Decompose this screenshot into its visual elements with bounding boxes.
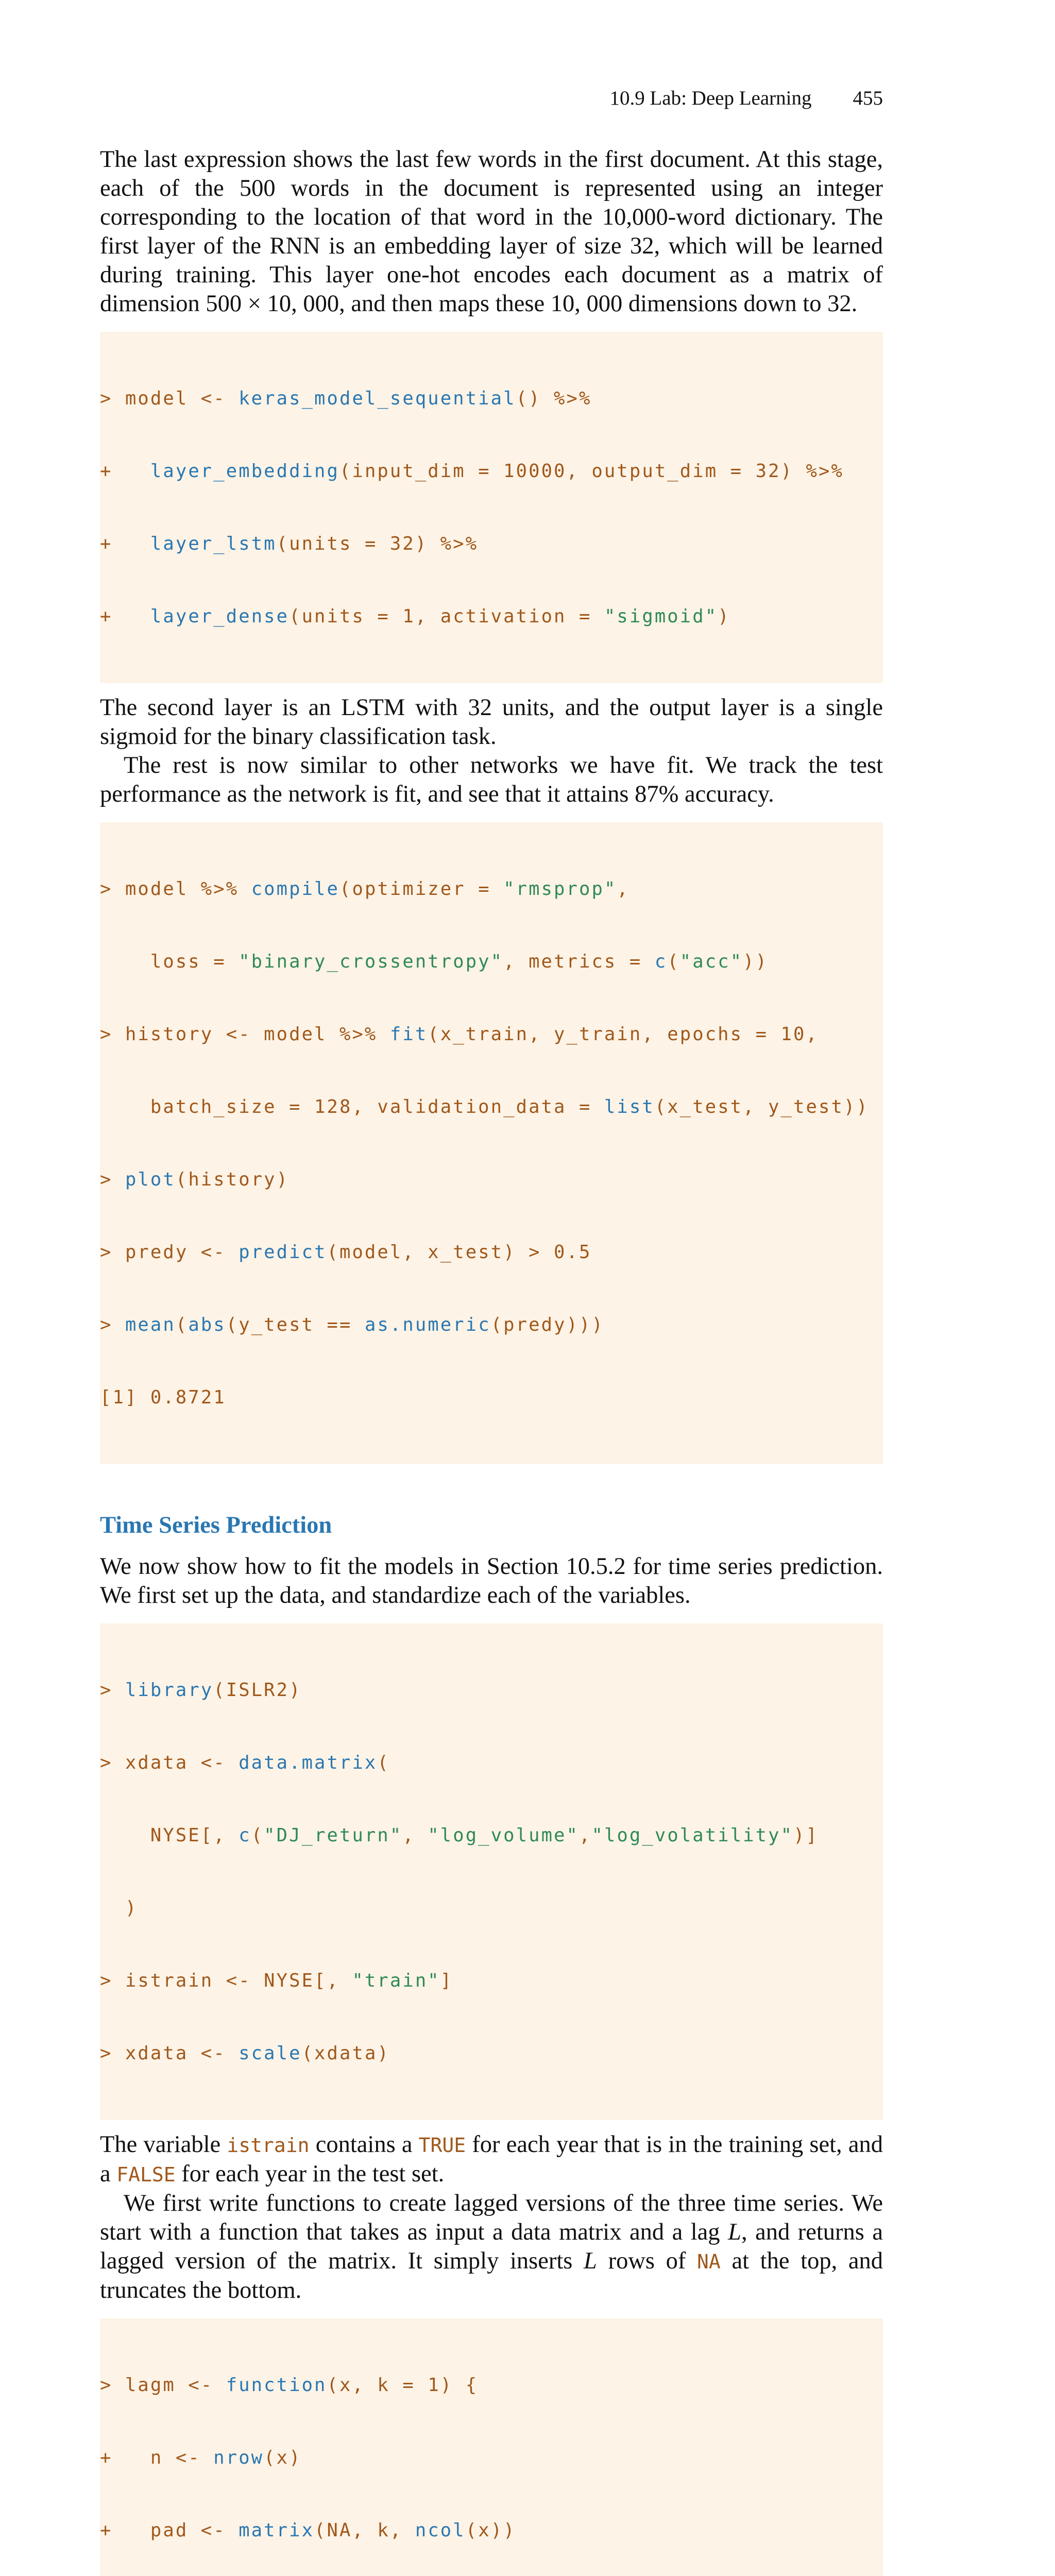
code-line: > lagm <- function(x, k = 1) { [100,2375,479,2396]
code-line: + layer_dense(units = 1, activation = "sigmoid") [100,606,730,627]
code-line: > plot(history) [100,1169,290,1190]
code-line: NYSE[, c("DJ_return", "log_volume","log_volatility")] [100,1825,819,1846]
code-line: > xdata <- scale(xdata) [100,2043,390,2064]
paragraph-embedding-intro: The last expression shows the last few words in the first document. At this stage, each of the 500 words in the document is represented using an integer corresponding to the location of that word in the 10,000-word dictionary. The first layer of the RNN is an embedding layer of size 32, which will be learned during training. This layer one-hot encodes each document as a matrix of dimension 500 × 10, 000, and then maps these 10, 000 dimensions down to 32. [100,146,883,317]
code-line: > history <- model %>% fit(x_train, y_train, epochs = 10, [100,1024,819,1045]
code-line: loss = "binary_crossentropy", metrics = c("acc")) [100,951,769,972]
code-line: ) [100,1897,138,1919]
inline-code-false: FALSE [116,2163,176,2186]
code-line: + pad <- matrix(NA, k, ncol(x)) [100,2520,516,2541]
inline-code-true: TRUE [418,2134,466,2157]
code-line: + n <- nrow(x) [100,2447,302,2468]
code-output-line: [1] 0.8721 [100,1387,226,1408]
code-line: batch_size = 128, validation_data = list(x_test, y_test)) [100,1096,869,1117]
code-line: + layer_embedding(input_dim = 10000, output_dim = 32) %>% [100,461,844,482]
paragraph-lstm-layer: The second layer is an LSTM with 32 units, and the output layer is a single sigmoid for the binary classification task. [100,694,883,750]
code-line: > mean(abs(y_test == as.numeric(predy))) [100,1314,604,1335]
inline-code-na: NA [697,2250,721,2273]
page-number: 455 [853,87,883,109]
running-header [100,87,883,110]
code-block-data-setup [100,1623,883,2120]
code-line: > library(ISLR2) [100,1680,302,1701]
code-line: > model <- keras_model_sequential() %>% [100,388,592,409]
section-title: Time Series Prediction [100,1512,332,1538]
paragraph-lag-functions: We first write functions to create lagged versions of the three time series. We start with a function that takes as input a data matrix and a lag L, and returns a lagged version of the matrix. It simply inserts L rows of NA at the top, and truncates the bottom. [100,2190,883,2303]
code-line: > xdata <- data.matrix( [100,1752,390,1773]
paragraph-time-series-intro: We now show how to fit the models in Section 10.5.2 for time series prediction. We first set up the data, and standardize each of the variables. [100,1553,883,1608]
paragraph-istrain: The variable istrain contains a TRUE for each year that is in the training set, and a FALSE for each year in the test set. [100,2131,883,2187]
code-line: > istrain <- NYSE[, "train"] [100,1970,453,1991]
running-title: 10.9 Lab: Deep Learning [609,87,812,109]
inline-code-istrain: istrain [227,2134,310,2157]
code-line: > model %>% compile(optimizer = "rmsprop", [100,878,629,900]
code-block-lagm-function [100,2318,883,2576]
paragraph-training-accuracy: The rest is now similar to other networks we have fit. We track the test performance as the network is fit, and see that it attains 87% accuracy. [100,752,883,807]
code-block-compile-fit [100,822,883,1464]
code-line: + layer_lstm(units = 32) %>% [100,533,479,554]
code-line: > predy <- predict(model, x_test) > 0.5 [100,1242,592,1263]
code-block-model-definition [100,332,883,683]
page-body [100,145,883,2576]
